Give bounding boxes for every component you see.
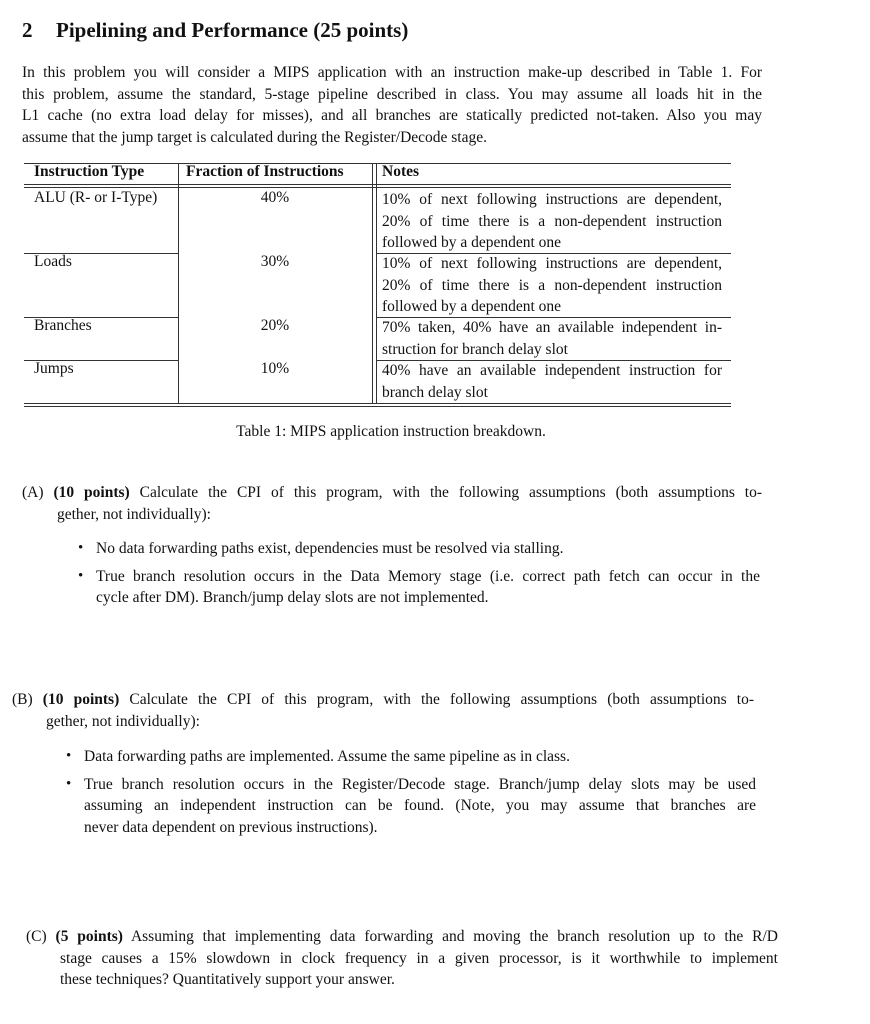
table-row-type: ALU (R- or I-Type) <box>34 189 158 206</box>
section-title: Pipelining and Performance (25 points) <box>56 18 409 42</box>
question-c-text: Assuming that implementing data forwarding and moving the branch resolution up to the R/D <box>130 928 778 945</box>
table-header-type: Instruction Type <box>34 163 145 180</box>
table-bottom-rule <box>24 406 731 407</box>
note-line: 70% taken, 40% have an available independent in- <box>382 319 722 336</box>
bullet-item <box>78 566 760 609</box>
table-row-type: Loads <box>34 253 72 270</box>
note-line: 20% of time there is a non-dependent instruction <box>382 212 722 230</box>
note-line: followed by a dependent one <box>382 298 562 315</box>
question-b <box>12 689 754 732</box>
note-line: 20% of time there is a non-dependent instruction <box>382 276 722 294</box>
intro-paragraph <box>22 62 762 148</box>
bullet-item <box>66 774 756 839</box>
table-row-fraction: 40% <box>260 189 290 206</box>
question-a-text: Calculate the CPI of this program, with the following assumptions (both assumptions to- <box>139 484 763 501</box>
table-header-rule <box>24 184 731 185</box>
question-a-points: (10 points) <box>53 484 130 501</box>
bullet-dot: • <box>66 748 72 764</box>
question-c-points: (5 points) <box>55 928 123 945</box>
intro-line: assume that the jump target is calculated during the Register/Decode stage. <box>22 128 487 146</box>
bullet-dot: • <box>78 567 84 584</box>
table-row-notes <box>382 189 722 254</box>
table-row-notes <box>382 317 722 360</box>
bullet-line: cycle after DM). Branch/jump delay slots are not implemented. <box>96 589 489 606</box>
intro-line: L1 cache (no extra load delay for misses), and all branches are statically predicted not-taken. Also you may <box>22 107 762 124</box>
table-row-notes <box>382 253 722 318</box>
note-line: 10% of next following instructions are dependent, <box>382 255 722 272</box>
bullet-dot: • <box>78 540 84 556</box>
bullet-line: True branch resolution occurs in the Data Memory stage (i.e. correct path fetch can occur in the <box>96 567 760 585</box>
question-b-bullets <box>66 746 756 838</box>
section-heading <box>22 18 408 43</box>
question-b-text: gether, not individually): <box>46 712 200 730</box>
section-number: 2 <box>22 18 33 42</box>
bullet-line: No data forwarding paths exist, dependencies must be resolved via stalling. <box>96 540 564 557</box>
bullet-dot: • <box>66 775 72 792</box>
bullet-line: Data forwarding paths are implemented. Assume the same pipeline as in class. <box>84 748 570 765</box>
bullet-item <box>78 538 760 560</box>
table-row-type: Branches <box>34 317 92 334</box>
question-a-text: gether, not individually): <box>57 505 211 523</box>
note-line: 10% of next following instructions are dependent, <box>382 191 722 208</box>
table-row-type: Jumps <box>34 360 74 377</box>
question-c-text: stage causes a 15% slowdown in clock frequency in a given processor, is it worthwhile to implement <box>60 949 778 967</box>
bullet-line: assuming an independent instruction can be found. (Note, you may assume that branches are <box>84 797 756 814</box>
table-row-fraction: 30% <box>260 253 290 270</box>
bullet-line: True branch resolution occurs in the Register/Decode stage. Branch/jump delay slots may be used <box>84 775 756 793</box>
question-a-bullets <box>78 538 760 609</box>
bullet-item <box>66 746 756 768</box>
question-c-label: (C) <box>26 928 47 945</box>
table-header-rule <box>24 187 731 188</box>
table-row-fraction: 20% <box>260 317 290 334</box>
question-c-text: these techniques? Quantitatively support your answer. <box>60 971 395 988</box>
column-separator <box>372 163 373 404</box>
intro-line: In this problem you will consider a MIPS application with an instruction make-up described in Table 1. For <box>22 64 762 81</box>
intro-line: this problem, assume the standard, 5-stage pipeline described in class. You may assume all loads hit in the <box>22 85 762 103</box>
question-a <box>22 482 762 525</box>
question-a-label: (A) <box>22 484 44 501</box>
table-header-notes: Notes <box>382 163 420 180</box>
note-line: branch delay slot <box>382 383 488 401</box>
question-b-text: Calculate the CPI of this program, with the following assumptions (both assumptions to- <box>129 691 755 708</box>
note-line: 40% have an available independent instruction for <box>382 362 722 379</box>
question-b-points: (10 points) <box>42 691 120 708</box>
table-caption: Table 1: MIPS application instruction breakdown. <box>236 423 546 440</box>
table-row-notes <box>382 360 722 403</box>
bullet-line: never data dependent on previous instructions). <box>84 818 378 836</box>
table-bottom-rule <box>24 403 731 404</box>
question-c <box>26 926 778 991</box>
question-b-label: (B) <box>12 691 33 708</box>
note-line: struction for branch delay slot <box>382 340 568 358</box>
column-separator <box>376 163 377 404</box>
note-line: followed by a dependent one <box>382 234 562 251</box>
table-row-fraction: 10% <box>260 360 290 377</box>
table-header-fraction: Fraction of Instructions <box>186 163 344 180</box>
